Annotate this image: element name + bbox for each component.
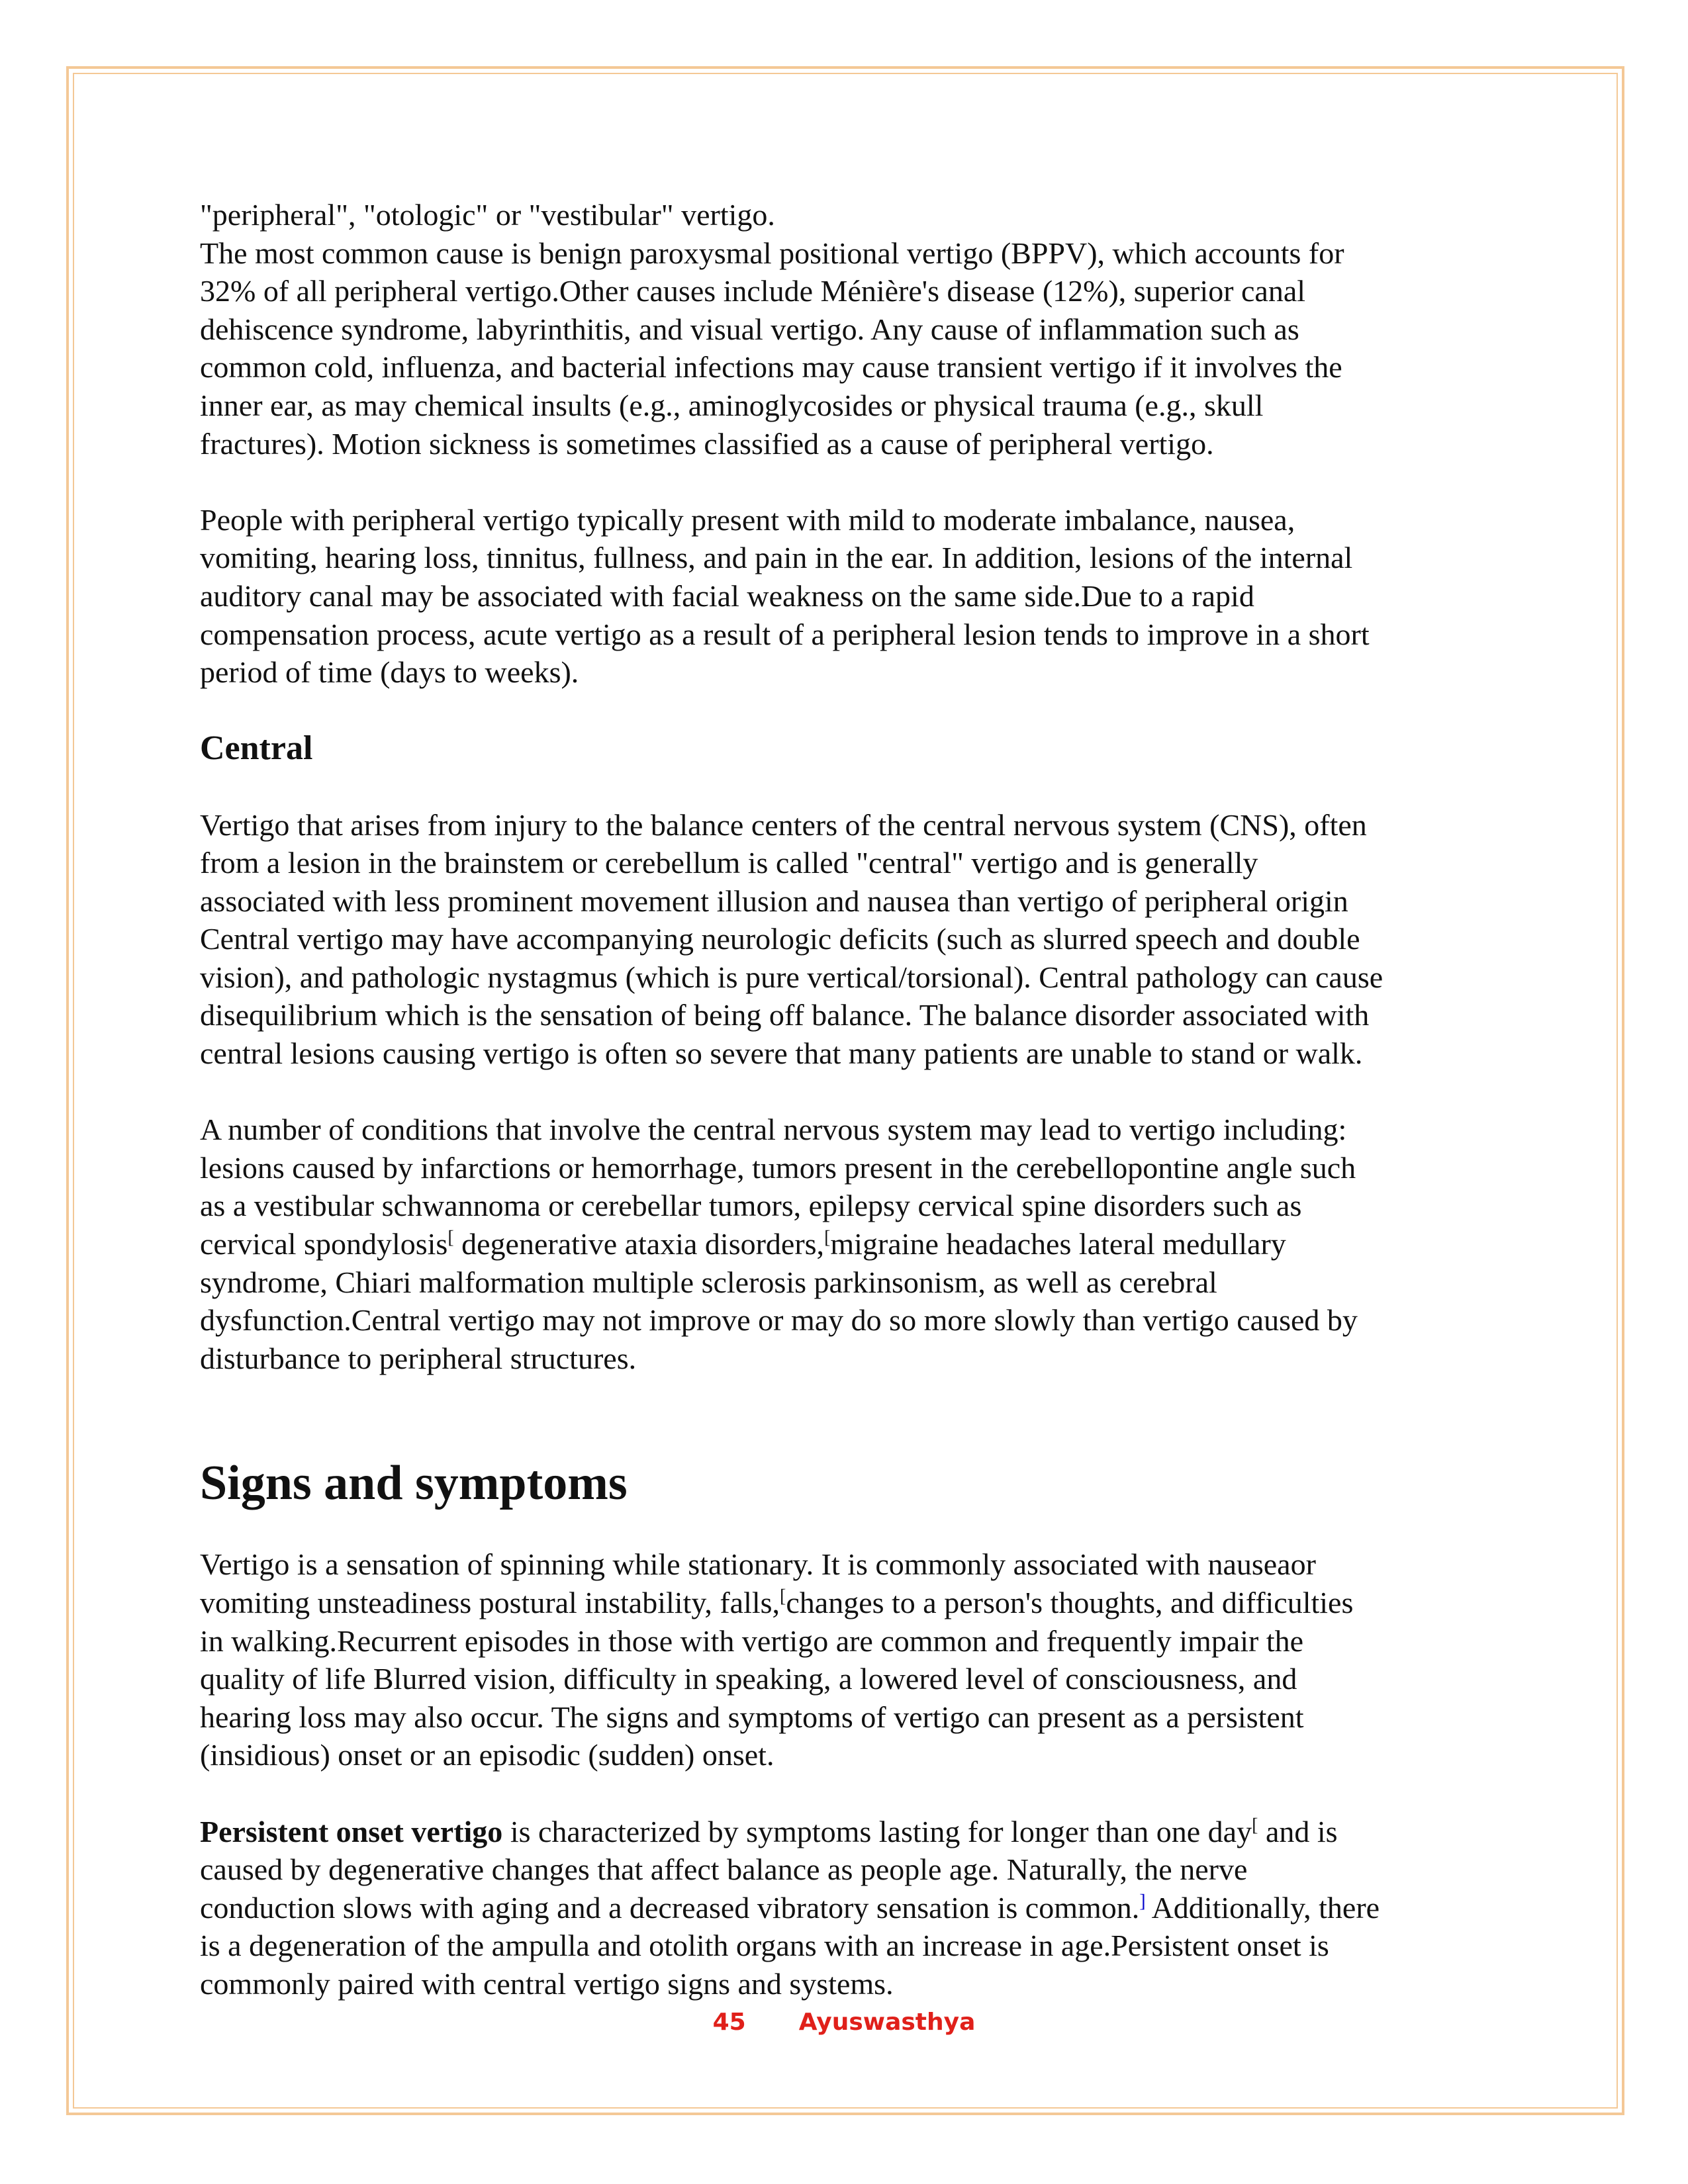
publication-name: Ayuswasthya bbox=[798, 2009, 976, 2036]
paragraph-peripheral-symptoms: People with peripheral vertigo typically present with mild to moderate imbalance, nausea, vomiting, hearing loss, tinnitus, fullness, and pain in the ear. In addition, lesions of the internal auditory canal may be associated with facial weakness on the same side.Due to a rapid compensation process, acute vertigo as a result of a peripheral lesion tends to improve in a short period of time (days to weeks). bbox=[200, 502, 1370, 690]
page-footer bbox=[0, 2009, 1688, 2036]
citation-marker[interactable]: [ bbox=[824, 1227, 831, 1248]
text-run: migraine headaches lateral medullary syndrome, Chiari malformation multiple sclerosis parkinsonism, as well as cerebral dysfunction.Central vertigo may not improve or may do so more slowly than vertigo caused by disturbance to peripheral structures. bbox=[200, 1227, 1358, 1375]
citation-link[interactable]: ] bbox=[1139, 1891, 1146, 1912]
heading-signs-and-symptoms: Signs and symptoms bbox=[200, 1456, 628, 1511]
paragraph-signs-description bbox=[200, 1545, 1497, 1774]
page-number: 45 bbox=[712, 2009, 746, 2036]
text-run: is characterized by symptoms lasting for longer than one day bbox=[502, 1814, 1252, 1848]
citation-marker[interactable]: [ bbox=[780, 1586, 786, 1607]
text-run: Vertigo is a sensation of spinning while stationary. It is commonly associated with nauseaor vomiting unsteadiness postural instability, falls, bbox=[200, 1547, 1316, 1619]
text-run: changes to a person's thoughts, and difficulties in walking.Recurrent episodes in those with vertigo are common and frequently impair the quality of life Blurred vision, difficulty in speaking, a lowered level of consciousness, and hearing loss may also occur. The signs and symptoms of vertigo can present as a persistent (insidious) onset or an episodic (sudden) onset. bbox=[200, 1586, 1354, 1772]
text-run: Additionally, there is a degeneration of the ampulla and otolith organs with an increase in age.Persistent onset is commonly paired with central vertigo signs and systems. bbox=[200, 1890, 1380, 2001]
paragraph-peripheral-causes: "peripheral", "otologic" or "vestibular" vertigo. The most common cause is benign paroxysmal positional vertigo (BPPV), which accounts for 32% of all peripheral vertigo.Other causes include Ménière's disease (12%), superior canal dehiscence syndrome, labyrinthitis, and visual vertigo. Any cause of inflammation such as common cold, influenza, and bacterial infections may cause transient vertigo if it involves the inner ear, as may chemical insults (e.g., aminoglycosides or physical trauma (e.g., skull fractures). Motion sickness is sometimes classified as a cause of peripheral vertigo. bbox=[200, 198, 1344, 461]
document-body bbox=[200, 196, 1497, 2003]
text-run: and is caused by degenerative changes that affect balance as people age. Naturally, the nerve conduction slows with aging and a decreased vibratory sensation is common. bbox=[200, 1814, 1338, 1925]
paragraph-central-vertigo: Vertigo that arises from injury to the balance centers of the central nervous system (CNS), often from a lesion in the brainstem or cerebellum is called "central" vertigo and is generally associated with less prominent movement illusion and nausea than vertigo of peripheral origin Central vertigo may have accompanying neurologic deficits (such as slurred speech and double vision), and pathologic nystagmus (which is pure vertical/torsional). Central pathology can cause disequilibrium which is the sensation of being off balance. The balance disorder associated with central lesions causing vertigo is often so severe that many patients are unable to stand or walk. bbox=[200, 807, 1383, 1071]
text-run: degenerative ataxia disorders, bbox=[453, 1227, 825, 1261]
citation-marker[interactable]: [ bbox=[447, 1227, 454, 1248]
paragraph-persistent-onset bbox=[200, 1813, 1497, 2003]
heading-central: Central bbox=[200, 729, 313, 768]
paragraph-central-conditions bbox=[200, 1111, 1497, 1377]
term-persistent-onset: Persistent onset vertigo bbox=[200, 1814, 503, 1848]
text-run: A number of conditions that involve the central nervous system may lead to vertigo including: lesions caused by infarctions or hemorrhage, tumors present in the cerebellopontine angle such as a vestibular schwannoma or cerebellar tumors, epilepsy cervical spine disorders such as cervical spondylosis bbox=[200, 1113, 1356, 1261]
citation-marker[interactable]: [ bbox=[1252, 1815, 1258, 1836]
